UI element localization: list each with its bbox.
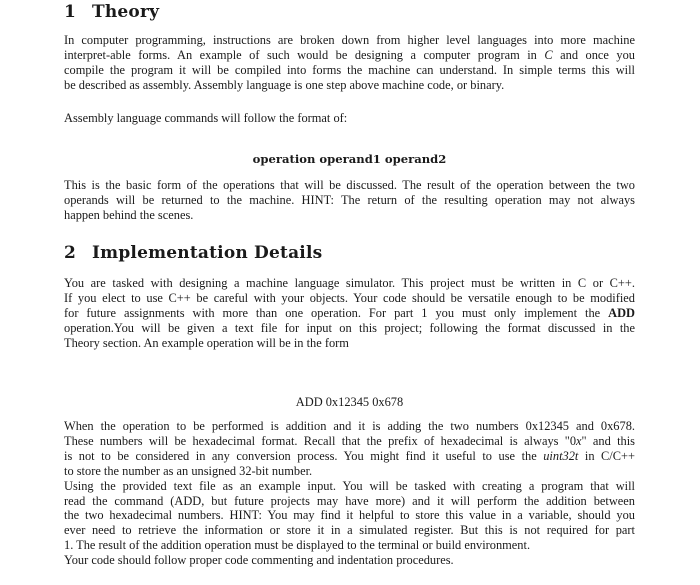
text-line bbox=[64, 449, 635, 464]
section-title: Theory bbox=[92, 2, 160, 22]
math-variable: x bbox=[576, 433, 582, 448]
theory-paragraph-3 bbox=[64, 178, 635, 223]
section-number: 1 bbox=[64, 2, 77, 22]
implementation-paragraph-2 bbox=[64, 419, 635, 568]
text-line bbox=[64, 306, 635, 321]
text-span: " and this bbox=[581, 433, 635, 448]
text-line: If you elect to use C++ be careful with your objects. Your code should be versatile enough to be modified bbox=[64, 290, 635, 305]
section-heading-implementation bbox=[64, 243, 322, 263]
text-span: and once you bbox=[552, 47, 635, 62]
text-line: You are tasked with designing a machine language simulator. This project must be written in C or C++. bbox=[64, 276, 635, 290]
text-line: be described as assembly. Assembly language is one step above machine code, or binary. bbox=[64, 77, 505, 92]
text-line bbox=[64, 48, 635, 63]
text-line: to store the number as an unsigned 32-bit number. bbox=[64, 463, 313, 478]
text-line bbox=[64, 434, 635, 449]
text-line: operands will be returned to the machine. HINT: The return of the resulting operation may not always bbox=[64, 192, 635, 207]
keyword-add: ADD bbox=[608, 305, 635, 320]
text-span: is not to be considered in any conversion process. You might find it useful to use the bbox=[64, 448, 544, 463]
example-operation: ADD 0x12345 0x678 bbox=[295, 395, 404, 409]
text-line: When the operation to be performed is addition and it is adding the two numbers 0x12345 and 0x678. bbox=[64, 419, 635, 433]
text-line: 1. The result of the addition operation must be displayed to the terminal or build environment. bbox=[64, 538, 531, 553]
text-line: Using the provided text file as an example input. You will be tasked with creating a program that will bbox=[64, 478, 635, 493]
text-line: Theory section. An example operation will be in the form bbox=[64, 335, 349, 350]
text-line: compile the program it will be compiled into forms the machine can understand. In simple terms this will bbox=[64, 62, 635, 77]
text-line: Assembly language commands will follow the format of: bbox=[64, 111, 348, 125]
text-line: Your code should follow proper code commenting and indentation procedures. bbox=[64, 553, 454, 568]
text-span: These numbers will be hexadecimal format. Recall that the prefix of hexadecimal is always "0 bbox=[64, 433, 577, 448]
text-span: interpret-able forms. An example of such would be designing a computer program in bbox=[64, 47, 545, 62]
text-line: This is the basic form of the operations that will be discussed. The result of the operation between the two bbox=[64, 178, 635, 192]
text-line: the two hexadecimal numbers. HINT: You may find it helpful to store this value in a variable, should you bbox=[64, 508, 635, 523]
theory-paragraph-1 bbox=[64, 33, 635, 93]
text-line: operation.You will be given a text file for input on this project; following the format discussed in the bbox=[64, 320, 635, 335]
math-variable: uint32t bbox=[543, 448, 579, 463]
math-variable: C bbox=[544, 47, 553, 62]
text-span: for future assignments with more than one operation. For part 1 you must only implement the bbox=[64, 305, 609, 320]
section-number: 2 bbox=[64, 243, 77, 263]
text-line: happen behind the scenes. bbox=[64, 207, 194, 222]
theory-paragraph-2 bbox=[64, 111, 635, 126]
implementation-paragraph-1 bbox=[64, 276, 635, 351]
text-line: In computer programming, instructions are broken down from higher level languages into more machine bbox=[64, 33, 635, 47]
text-line: read the command (ADD, but future projects may have more) and it will perform the addition between bbox=[64, 493, 635, 508]
command-format: operation operand1 operand2 bbox=[252, 152, 447, 166]
text-line: ever need to retrieve the information or store it in a simulated register. But this is not required for part bbox=[64, 523, 635, 538]
section-title: Implementation Details bbox=[92, 243, 323, 263]
section-heading-theory bbox=[64, 2, 159, 22]
text-span: in C/C++ bbox=[578, 448, 635, 463]
